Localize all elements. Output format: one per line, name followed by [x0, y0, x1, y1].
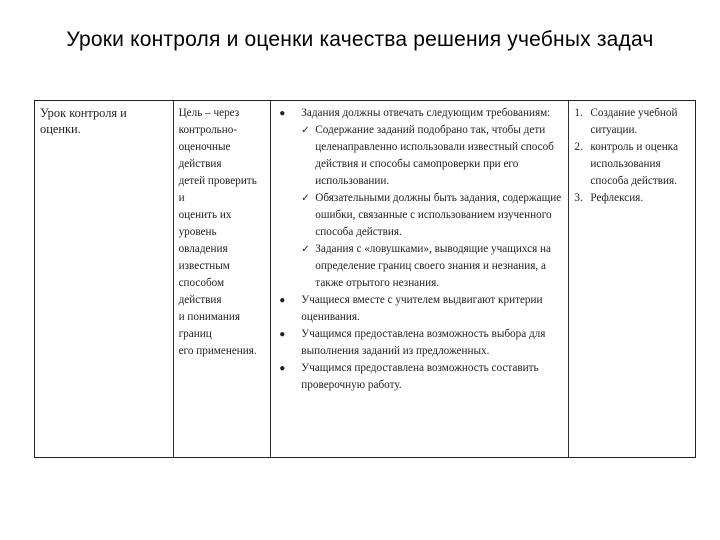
- stage-text: [590, 190, 690, 207]
- goal-line: Цель – через: [178, 107, 240, 119]
- stage-item: [574, 139, 690, 190]
- text-line: оценивания.: [301, 311, 360, 323]
- goal-line: оценить их уровень: [178, 209, 232, 238]
- check-item-text: [315, 190, 563, 241]
- text-line: ошибки, связанные с использованием изученного: [315, 209, 552, 221]
- text-line: Учащимся предоставлена возможность составить: [301, 362, 539, 374]
- text-line: проверочную работу.: [301, 379, 402, 391]
- check-icon: ✓: [301, 125, 310, 136]
- bullet-item-text: [301, 292, 563, 326]
- check-list: [301, 122, 563, 292]
- text-line: Рефлексия.: [590, 192, 644, 204]
- lesson-table: [34, 100, 696, 458]
- text-line: целенаправленно использовали известный способ: [315, 141, 554, 153]
- goal-line: способом действия: [178, 277, 225, 306]
- check-item: [301, 190, 563, 241]
- text-line: использовании.: [315, 175, 390, 187]
- text-line: Учащиеся вместе с учителем выдвигают критерии: [301, 294, 543, 306]
- check-item: [301, 241, 563, 292]
- text-line: способа действия.: [590, 175, 677, 187]
- stage-item: [574, 105, 690, 139]
- goal-line: детей проверить и: [178, 175, 257, 204]
- goal-line: известным: [178, 260, 230, 272]
- bullet-icon: ●: [279, 108, 286, 119]
- bullet-item: [279, 292, 563, 326]
- goal-line: его применения.: [178, 345, 257, 357]
- lesson-type-text: Урок контроля и оценки.: [40, 106, 127, 136]
- bullet-icon: ●: [279, 295, 286, 306]
- slide-title: Уроки контроля и оценки качества решения учебных задач: [66, 28, 654, 51]
- text-line: ситуации.: [590, 124, 638, 136]
- stage-number: 2.: [574, 141, 583, 153]
- goal-cell: [174, 101, 272, 457]
- stages-cell: [569, 101, 695, 457]
- stage-number: 3.: [574, 192, 583, 204]
- goal-line: овладения: [178, 243, 228, 255]
- goal-line: и понимания границ: [178, 311, 241, 340]
- requirements-intro: [279, 105, 563, 122]
- text-line: выполнения заданий из предложенных.: [301, 345, 490, 357]
- text-line: Учащимся предоставлена возможность выбора для: [301, 328, 546, 340]
- check-icon: ✓: [301, 193, 310, 204]
- stage-item: [574, 190, 690, 207]
- text-line: определение границ своего знания и незнания, а: [315, 260, 546, 272]
- text-line: способа действия.: [315, 226, 402, 238]
- goal-line: контрольно-: [178, 124, 238, 136]
- bullet-icon: ●: [279, 329, 286, 340]
- text-line: Содержание заданий подобрано так, чтобы дети: [315, 124, 546, 136]
- requirements-cell: [271, 101, 569, 457]
- bullet-icon: ●: [279, 363, 286, 374]
- check-item-text: [315, 122, 563, 190]
- lesson-type-cell: [35, 101, 174, 457]
- stage-text: [590, 139, 690, 190]
- goal-line: оценочные действия: [178, 141, 231, 170]
- check-item: [301, 122, 563, 190]
- check-item-text: [315, 241, 563, 292]
- bullet-item-text: [301, 326, 563, 360]
- text-line: Обязательными должны быть задания, содержащие: [315, 192, 562, 204]
- text-line: Задания с «ловушками», выводящие учащихся на: [315, 243, 551, 255]
- bullet-item: [279, 360, 563, 394]
- text-line: Создание учебной: [590, 107, 678, 119]
- text-line: Задания должны отвечать следующим требованиям:: [301, 107, 551, 119]
- bullet-item-text: [301, 360, 563, 394]
- bullet-item: [279, 326, 563, 360]
- stage-text: [590, 105, 690, 139]
- stage-number: 1.: [574, 107, 583, 119]
- requirements-intro-text: [301, 105, 563, 122]
- text-line: также отрытого незнания.: [315, 277, 440, 289]
- text-line: контроль и оценка: [590, 141, 678, 153]
- text-line: действия и способы самопроверки при его: [315, 158, 519, 170]
- check-icon: ✓: [301, 244, 310, 255]
- text-line: использования: [590, 158, 661, 170]
